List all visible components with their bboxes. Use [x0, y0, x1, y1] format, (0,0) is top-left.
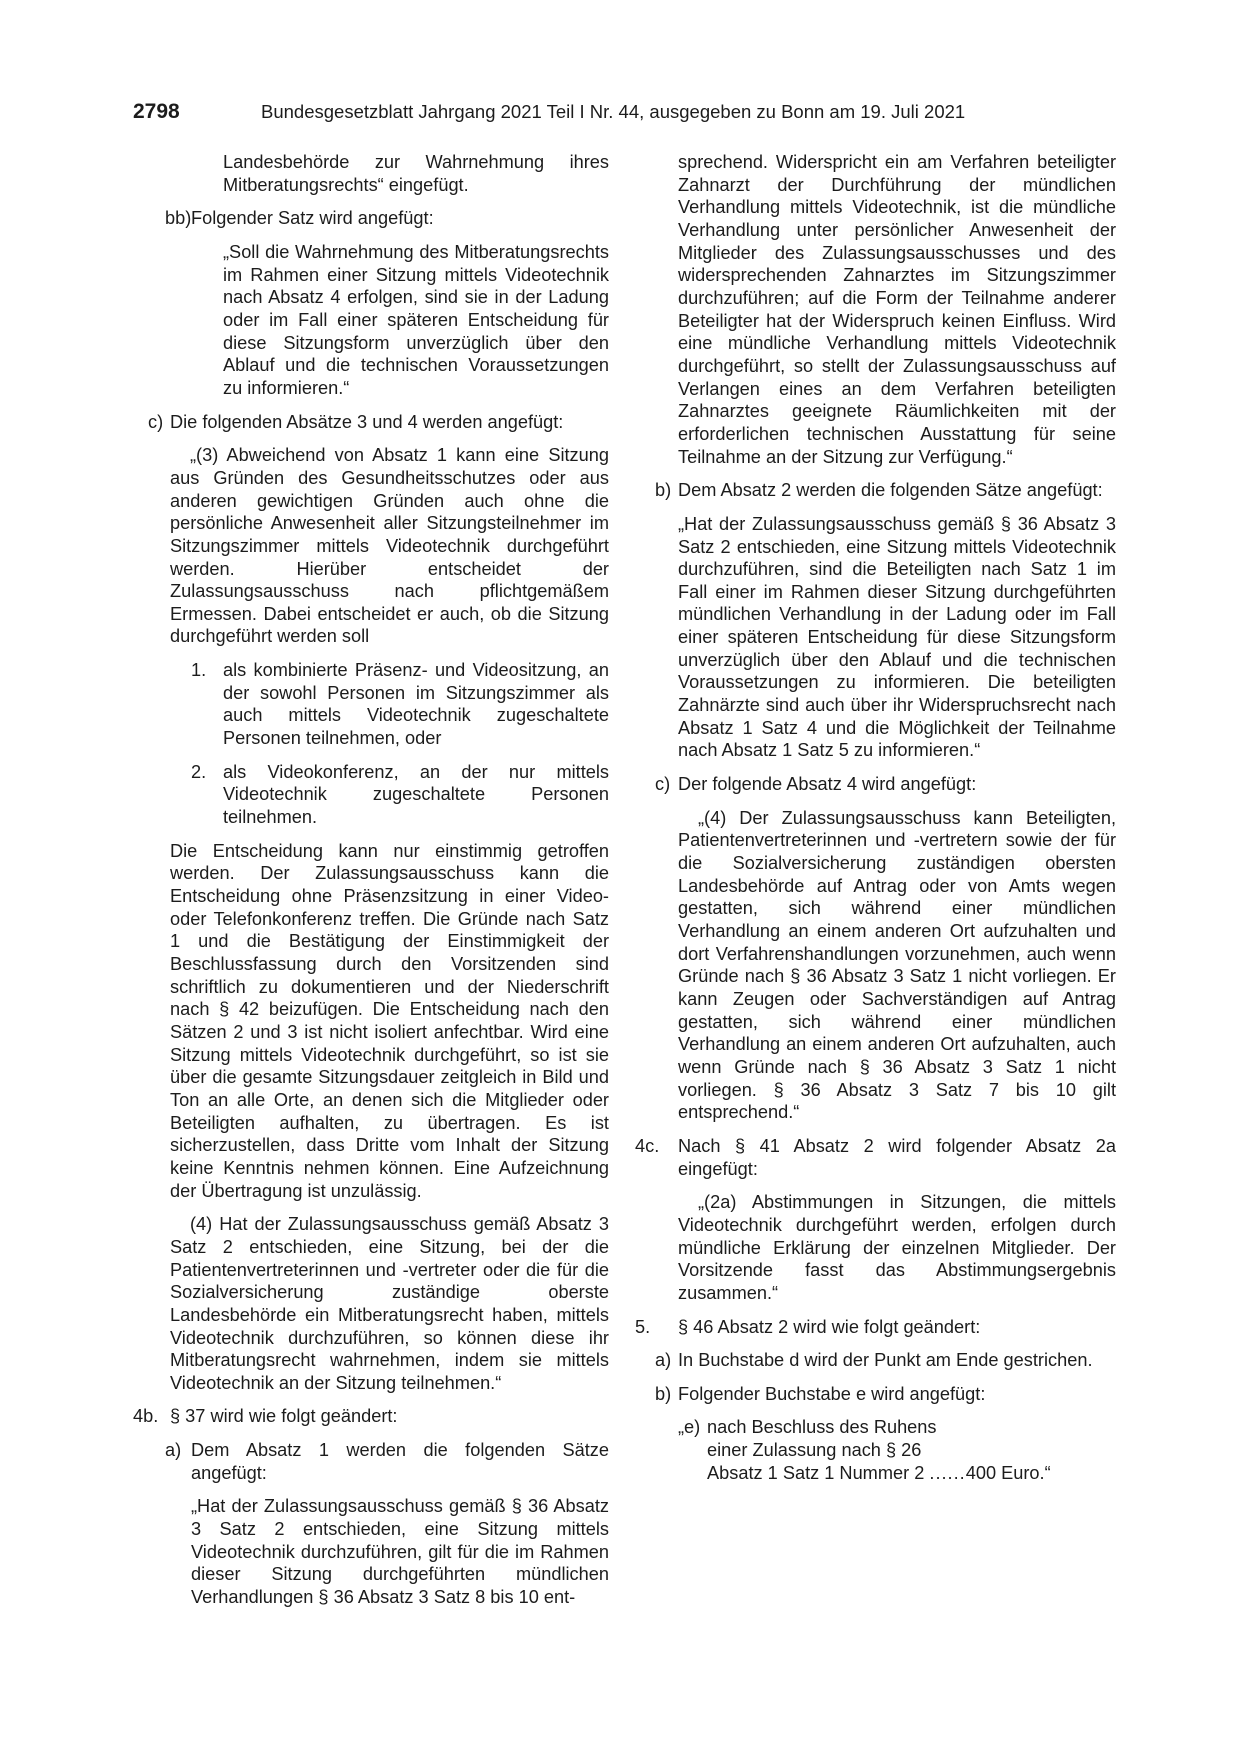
- item-label: 2.: [191, 761, 207, 782]
- item-b: [640, 479, 1116, 502]
- section-4b: [133, 1405, 609, 1428]
- paragraph-abs4: (4) Hat der Zulassungsausschuss gemäß Absatz 3 Satz 2 entschieden, eine Sitzung, bei der die Patientenvertreterinnen und -vertreter oder die für die Sozialversicherung zuständige oberste Landesbehörde ein Mitberatungsrecht haben, mittels Videotechnik durchzuführen, so können diese ihr Mitberatungsrecht wahrnehmen, indem sie mittels Videotechnik an der Sitzung teilnehmen.“: [170, 1214, 609, 1393]
- list-item-1: [133, 659, 609, 750]
- item-5b: [640, 1383, 1116, 1406]
- quote-a: „Hat der Zulassungsausschuss gemäß § 36 Absatz 3 Satz 2 entschieden, eine Sitzung mittels Videotechnik durchzuführen, gilt für die im Rahmen dieser Sitzung durchgeführten mündlichen Verhandlungen § 36 Absatz 3 Satz 8 bis 10 ent-: [191, 1496, 609, 1608]
- item-c: [133, 411, 609, 434]
- item-text: Die folgenden Absätze 3 und 4 werden angefügt:: [170, 411, 564, 432]
- section-label: 5.: [635, 1316, 651, 1337]
- fee-dots: ......: [929, 1462, 966, 1483]
- page-number: 2798: [133, 100, 180, 123]
- item-a: [133, 1439, 609, 1484]
- paragraph-continuation: Landesbehörde zur Wahrnehmung ihres Mitberatungsrechts“ eingefügt.: [223, 152, 609, 195]
- fee-line-3: [707, 1462, 1116, 1485]
- item-text: Folgender Buchstabe e wird angefügt:: [678, 1383, 986, 1404]
- item-c-right: [640, 773, 1116, 796]
- section-text: § 46 Absatz 2 wird wie folgt geändert:: [678, 1316, 981, 1337]
- item-label: 1.: [191, 660, 207, 681]
- page-header: [133, 100, 1108, 130]
- section-text: § 37 wird wie folgt geändert:: [170, 1406, 398, 1427]
- quote-c-right: „(4) Der Zulassungsausschuss kann Beteiligten, Patientenvertreterinnen und -vertretern sowie der für die Sozialversicherung zuständigen obersten Landesbehörde auf Antrag oder von Amts wegen gestatten, sich während einer mündlichen Verhandlung an einem anderen Ort aufzuhalten und dort Verfahrenshandlungen vorzunehmen, auch wenn Gründe nach § 36 Absatz 3 Satz 1 nicht vorliegen. Er kann Zeugen oder Sachverständigen auf Antrag gestatten, sich während einer mündlichen Verhandlung an einem anderen Ort aufzuhalten, auch wenn Gründe nach § 36 Absatz 3 Satz 1 nicht vorliegen. § 36 Absatz 3 Satz 7 bis 10 gilt entsprechend.“: [678, 807, 1116, 1123]
- item-text: In Buchstabe d wird der Punkt am Ende gestrichen.: [678, 1350, 1093, 1371]
- item-label: c): [148, 411, 164, 432]
- item-label: b): [655, 480, 672, 501]
- item-5a: [640, 1349, 1116, 1372]
- quote-b: „Hat der Zulassungsausschuss gemäß § 36 Absatz 3 Satz 2 entschieden, eine Sitzung mittels Videotechnik durchzuführen, sind die Beteiligten nach Satz 1 im Fall einer im Rahmen dieser Sitzung durchgeführten mündlichen Verhandlung in der Ladung oder im Fall einer späteren Entscheidung für diese Sitzungsform unverzüglich über den Ablauf und die technischen Voraussetzungen zu informieren. Die beteiligten Zahnärzte sind auch über ihr Widerspruchsrecht nach Absatz 1 Satz 4 und die Möglichkeit der Teilnahme nach Absatz 1 Satz 5 zu informieren.“: [678, 513, 1116, 761]
- fee-line-3-text: Absatz 1 Satz 1 Nummer 2: [707, 1462, 925, 1483]
- item-label: a): [165, 1440, 182, 1461]
- list-item-2: [133, 761, 609, 829]
- item-label: b): [655, 1383, 672, 1404]
- section-text: Nach § 41 Absatz 2 wird folgender Absatz 2a eingefügt:: [678, 1135, 1116, 1179]
- quote-bb: „Soll die Wahrnehmung des Mitberatungsrechts im Rahmen einer Sitzung mittels Videotechnik nach Absatz 4 erfolgen, sind sie in der Ladung oder im Fall einer späteren Entscheidung für diese Sitzungsform unverzüglich über den Ablauf und die technischen Voraussetzungen zu informieren.“: [223, 241, 609, 398]
- item-bb: [133, 207, 609, 230]
- section-label: 4b.: [133, 1406, 159, 1427]
- item-text: als Videokonferenz, an der nur mittels Videotechnik zugeschaltete Personen teilnehmen.: [223, 761, 609, 828]
- fee-label: „e): [678, 1417, 701, 1438]
- running-head: Bundesgesetzblatt Jahrgang 2021 Teil I Nr. 44, ausgegeben zu Bonn am 19. Juli 2021: [261, 101, 966, 122]
- quote-a-continuation: sprechend. Widerspricht ein am Verfahren beteiligter Zahnarzt der Durchführung der mündlichen Verhandlung mittels Videotechnik, ist die mündliche Verhandlung unter persönlicher Anwesenheit der Mitglieder des Zulassungsausschusses und des widersprechenden Zahnarztes im Sitzungszimmer durchzuführen; auf die Form der Teilnahme anderer Beteiligter hat der Widerspruch keinen Einfluss. Wird eine mündliche Verhandlung mittels Videotechnik durchgeführt, so stellt der Zulassungsausschuss auf Verlangen eines an dem Verfahren beteiligten Zahnarztes geeignete Räumlichkeiten mit der erforderlichen technischen Ausstattung für seine Teilnahme an der Sitzung zur Verfügung.“: [678, 152, 1116, 467]
- quote-4c: „(2a) Abstimmungen in Sitzungen, die mittels Videotechnik durchgeführt werden, erfolgen durch mündliche Erklärung der einzelnen Mitglieder. Der Vorsitzende fasst das Abstimmungsergebnis zusammen.“: [678, 1192, 1116, 1303]
- left-column: [133, 151, 609, 1609]
- section-5: [635, 1316, 1116, 1339]
- item-label: a): [655, 1350, 672, 1371]
- fee-line-1: nach Beschluss des Ruhens: [707, 1417, 937, 1438]
- fee-entry: [640, 1416, 1116, 1484]
- item-label: c): [655, 774, 671, 795]
- section-label: 4c.: [635, 1135, 660, 1156]
- fee-line-2: einer Zulassung nach § 26: [707, 1440, 922, 1461]
- fee-amount: 400 Euro.“: [965, 1462, 1051, 1483]
- item-text: Folgender Satz wird angefügt:: [191, 208, 434, 229]
- item-text: Der folgende Absatz 4 wird angefügt:: [678, 774, 977, 795]
- item-text: als kombinierte Präsenz- und Videositzung, an der sowohl Personen im Sitzungszimmer als auch mittels Videotechnik zugeschaltete Personen teilnehmen, oder: [223, 660, 609, 749]
- right-column: [635, 151, 1116, 1484]
- item-text: Dem Absatz 2 werden die folgenden Sätze angefügt:: [678, 480, 1103, 501]
- section-4c: [635, 1135, 1116, 1180]
- paragraph-c-after: Die Entscheidung kann nur einstimmig getroffen werden. Der Zulassungsausschuss kann die Entscheidung ohne Präsenzsitzung in einer Video- oder Telefonkonferenz treffen. Die Gründe nach Satz 1 und die Bestätigung der Einstimmigkeit der Beschlussfassung durch den Vorsitzenden sind schriftlich zu dokumentieren und der Niederschrift nach § 42 beizufügen. Die Entscheidung nach den Sätzen 2 und 3 ist nicht isoliert anfechtbar. Wird eine Sitzung mittels Videotechnik durchgeführt, so ist sie über die gesamte Sitzungsdauer zeitgleich in Bild und Ton an alle Orte, an denen sich die Mitglieder oder Beteiligten aufhalten, zu übertragen. Es ist sicherzustellen, dass Dritte vom Inhalt der Sitzung keine Kenntnis nehmen können. Eine Aufzeichnung der Übertragung ist unzulässig.: [170, 840, 609, 1201]
- item-text: Dem Absatz 1 werden die folgenden Sätze angefügt:: [191, 1440, 609, 1483]
- item-label: bb): [165, 208, 192, 229]
- quote-c: „(3) Abweichend von Absatz 1 kann eine Sitzung aus Gründen des Gesundheitsschutzes oder aus anderen gewichtigen Gründen auch ohne die persönliche Anwesenheit aller Sitzungsteilnehmer im Sitzungszimmer mittels Videotechnik durchgeführt werden. Hierüber entscheidet der Zulassungsausschuss nach pflichtgemäßem Ermessen. Dabei entscheidet er auch, ob die Sitzung durchgeführt werden soll: [170, 445, 609, 647]
